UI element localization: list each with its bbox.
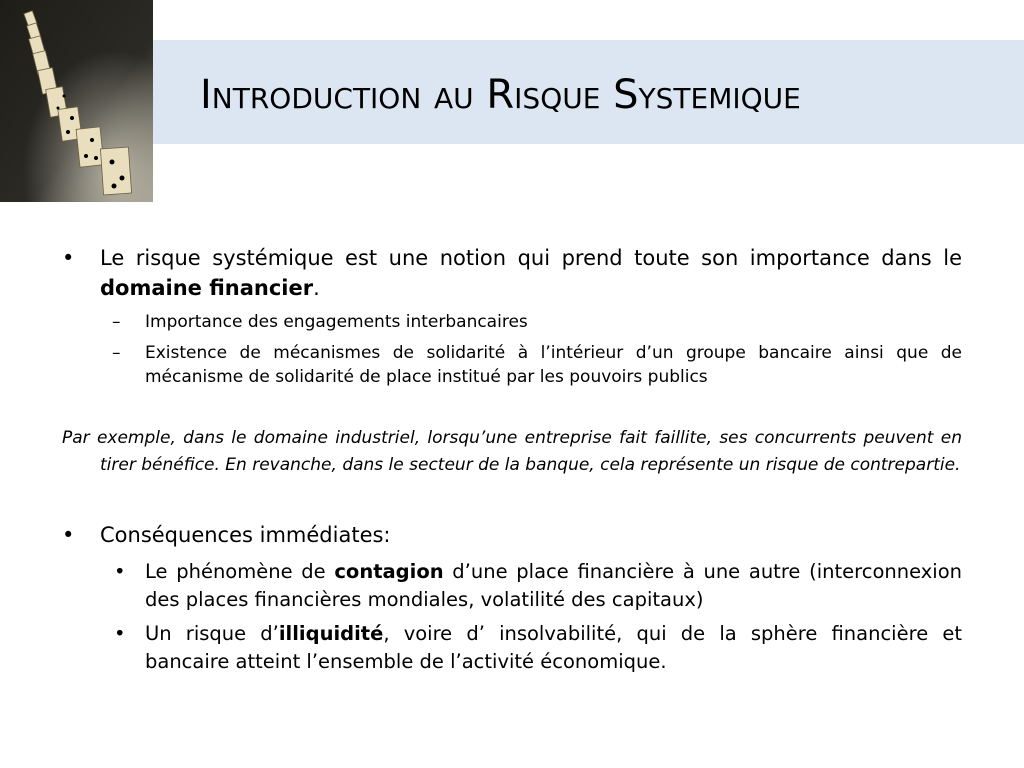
bullet-consequences bbox=[62, 520, 962, 550]
bullet-marker: • bbox=[62, 246, 75, 270]
subitem-bold-text: illiquidité bbox=[278, 622, 384, 645]
slide-content bbox=[62, 243, 962, 676]
bullet-text: Conséquences immédiates: bbox=[100, 523, 391, 547]
subitem-text: Existence de mécanismes de solidarité à l’intérieur d’un groupe bancaire ainsi que de mécanisme de solidarité de place institué par les pouvoirs publics bbox=[145, 343, 962, 387]
slide-title: Introduction au Risque Systemique bbox=[200, 72, 801, 118]
subitem-engagements bbox=[62, 310, 962, 334]
example-paragraph: Par exemple, dans le domaine industriel, lorsqu’une entreprise fait faillite, ses concurrents peuvent en tirer bénéfice. En revanche, dans le secteur de la banque, cela représente un risque de contrepartie. bbox=[62, 428, 962, 475]
bullet-risque-systemique bbox=[62, 243, 962, 303]
bullet-text: Le risque systémique est une notion qui prend toute son importance dans le bbox=[100, 246, 962, 270]
dash-marker: – bbox=[112, 343, 121, 363]
subitem-text: Le phénomène de bbox=[145, 560, 335, 583]
dash-marker: – bbox=[112, 312, 121, 332]
subitem-text-end: d’une place financière à une autre (interconnexion des places financières mondiales, volatilité des capitaux) bbox=[145, 560, 962, 611]
subitem-solidarite bbox=[62, 341, 962, 389]
bullet-text-end: . bbox=[313, 276, 320, 300]
subitem-text: Importance des engagements interbancaires bbox=[145, 312, 528, 332]
subitem-text-end: , voire d’ insolvabilité, qui de la sphère financière et bancaire atteint l’ensemble de l’activité économique. bbox=[145, 622, 962, 673]
subitem-bold-text: contagion bbox=[334, 560, 444, 583]
bullet-marker: • bbox=[114, 560, 126, 583]
bullet-marker: • bbox=[114, 622, 126, 645]
subitem-text: Un risque d’ bbox=[145, 622, 279, 645]
bullet-bold-text: domaine financier bbox=[100, 276, 314, 300]
subitem-illiquidite bbox=[62, 620, 962, 676]
bullet-marker: • bbox=[62, 523, 75, 547]
dominoes-photo bbox=[0, 0, 153, 202]
subitem-contagion bbox=[62, 558, 962, 614]
